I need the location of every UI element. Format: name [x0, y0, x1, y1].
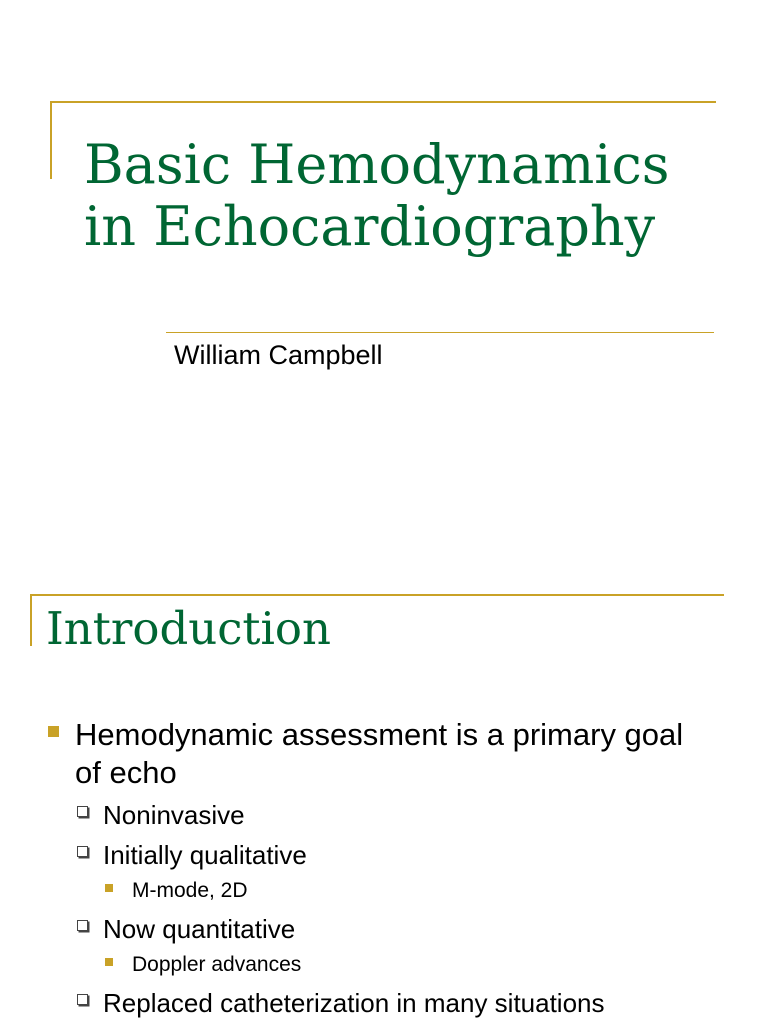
intro-left-rule [30, 594, 32, 646]
sub-sub-bullet-mmode: M-mode, 2D [132, 879, 248, 902]
sub-sub-bullet-doppler: Doppler advances [132, 953, 302, 976]
sub-bullet-initially-qualitative: Initially qualitative [103, 840, 307, 870]
slide-title-line-2: in Echocardiography [84, 195, 656, 258]
author-name: William Campbell [174, 340, 383, 370]
slide-title [84, 134, 724, 258]
bullet-main-line-2: of echo [75, 755, 177, 790]
title-left-rule [50, 101, 52, 179]
bullet-main-line-1: Hemodynamic assessment is a primary goal [75, 717, 684, 752]
sub-bullet-noninvasive: Noninvasive [103, 800, 245, 830]
sub-bullet-now-quantitative: Now quantitative [103, 914, 296, 944]
title-top-rule [50, 101, 716, 103]
intro-top-rule [30, 594, 724, 596]
sub-bullet-replaced-catheterization: Replaced catheterization in many situations [103, 988, 605, 1018]
slide-title-line-1: Basic Hemodynamics [84, 133, 670, 196]
intro-title: Introduction [46, 602, 331, 655]
subtitle-rule [166, 332, 714, 333]
